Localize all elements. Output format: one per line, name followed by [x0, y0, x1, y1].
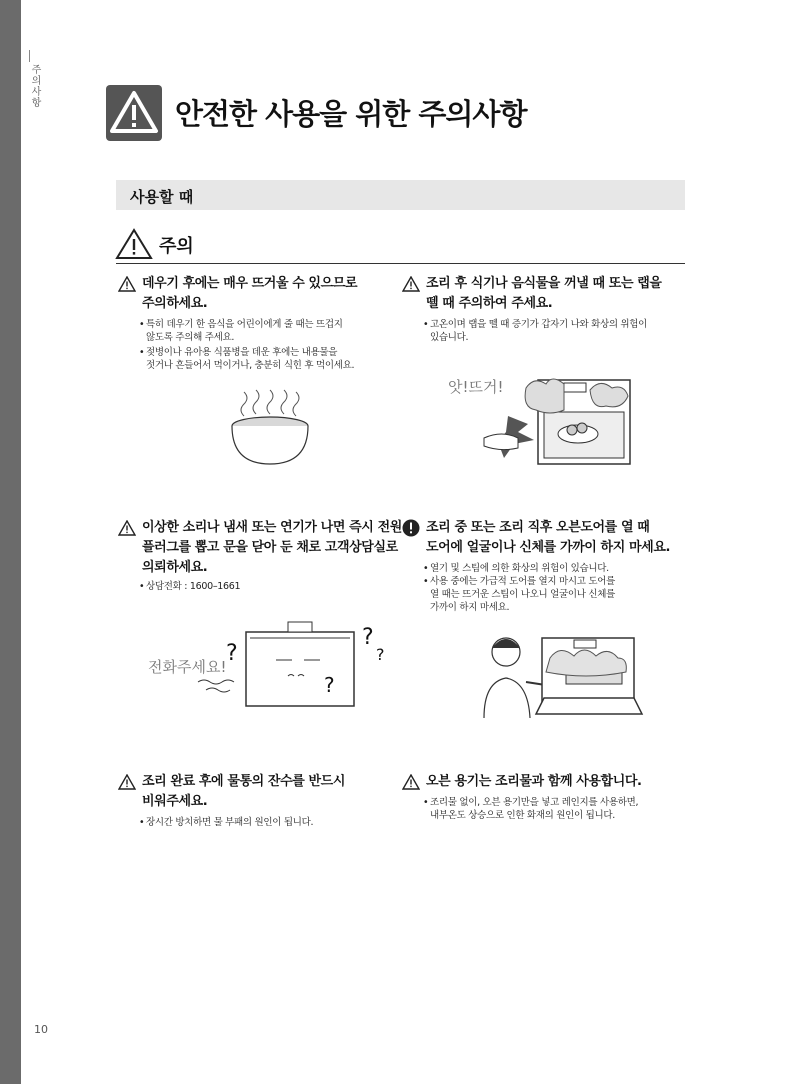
svg-text:?: ? [324, 673, 335, 697]
item-bullet: • 젖병이나 유아용 식품병을 데운 후에는 내용물을 젓거나 흔들어서 먹이거나, 충분히 식힌 후 먹이세요. [146, 346, 354, 372]
item-bullet: • 상담전화 : 1600–1661 [146, 580, 240, 593]
side-band [0, 0, 21, 1084]
exclamation-circle-icon [402, 519, 420, 537]
hot-steam-illustration [440, 372, 640, 467]
item-bullet: • 장시간 방치하면 물 부패의 원인이 됩니다. [146, 816, 313, 829]
svg-text:?: ? [226, 641, 238, 666]
exclaim-text: 앗!뜨거! [448, 378, 504, 396]
item-title-line: 뗄 때 주의하여 주세요. [426, 296, 553, 311]
caution-item-remove-dish [402, 274, 692, 354]
caution-label: 주의 [159, 236, 194, 257]
open-door-illustration [466, 630, 676, 720]
item-title-line: 의뢰하세요. [142, 560, 208, 575]
hot-bowl-illustration [228, 388, 312, 472]
caution-icon [114, 227, 154, 265]
item-bullet: • 사용 중에는 가급적 도어를 열지 마시고 도어를 열 때는 뜨거운 스팀이 나오니 얼굴이나 신체를 가까이 하지 마세요. [430, 575, 615, 614]
svg-text:?: ? [362, 625, 374, 650]
warning-icon [402, 276, 420, 292]
caution-item-water-tank [118, 772, 398, 832]
warning-title-icon [106, 85, 162, 141]
item-title-line: 플러그를 뽑고 문을 닫아 둔 채로 고객상담실로 [142, 540, 398, 555]
item-title-line: 조리 완료 후에 물통의 잔수를 반드시 [142, 774, 345, 789]
section-title: 사용할 때 [130, 188, 194, 206]
caution-item-hot-food [118, 274, 398, 374]
svg-text:?: ? [376, 645, 385, 664]
warning-icon [118, 774, 136, 790]
warning-icon [118, 276, 136, 292]
item-title-line: 오븐 용기는 조리물과 함께 사용합니다. [426, 774, 642, 789]
page-number: 10 [34, 1023, 48, 1036]
item-title-line: 주의하세요. [142, 296, 208, 311]
item-title-line: 도어에 얼굴이나 신체를 가까이 하지 마세요. [426, 540, 671, 555]
call-service-illustration [146, 620, 396, 710]
item-bullet: • 특히 데우기 한 음식을 어린이에게 줄 때는 뜨겁지 않도록 주의해 주세요. [146, 318, 343, 344]
side-tick [29, 50, 30, 62]
item-title-line: 이상한 소리나 냄새 또는 연기가 나면 즉시 전원 [142, 520, 402, 535]
section-header [116, 180, 685, 210]
page-title: 안전한 사용을 위한 주의사항 [175, 97, 527, 131]
warning-icon [118, 520, 136, 536]
warning-triangle-icon [106, 85, 162, 141]
item-title-line: 비워주세요. [142, 794, 208, 809]
caution-divider [116, 263, 685, 264]
side-section-label: 주의사항 [29, 64, 40, 108]
item-title-line: 조리 후 식기나 음식물을 꺼낼 때 또는 랩을 [426, 276, 662, 291]
item-bullet: • 조리물 없이, 오븐 용기만을 넣고 레인지를 사용하면, 내부온도 상승으로 인한 화재의 원인이 됩니다. [430, 796, 638, 822]
call-text: 전화주세요! [148, 658, 227, 676]
item-title-line: 조리 중 또는 조리 직후 오븐도어를 열 때 [426, 520, 650, 535]
danger-item-open-door [402, 518, 692, 628]
caution-item-oven-container [402, 772, 692, 832]
item-bullet: • 열기 및 스팀에 의한 화상의 위험이 있습니다. [430, 562, 609, 575]
item-title-line: 데우기 후에는 매우 뜨거울 수 있으므로 [142, 276, 358, 291]
item-bullet: • 고온이며 랩을 뗄 때 증기가 갑자기 나와 화상의 위험이 있습니다. [430, 318, 647, 344]
warning-icon [402, 774, 420, 790]
caution-item-smoke [118, 518, 403, 598]
